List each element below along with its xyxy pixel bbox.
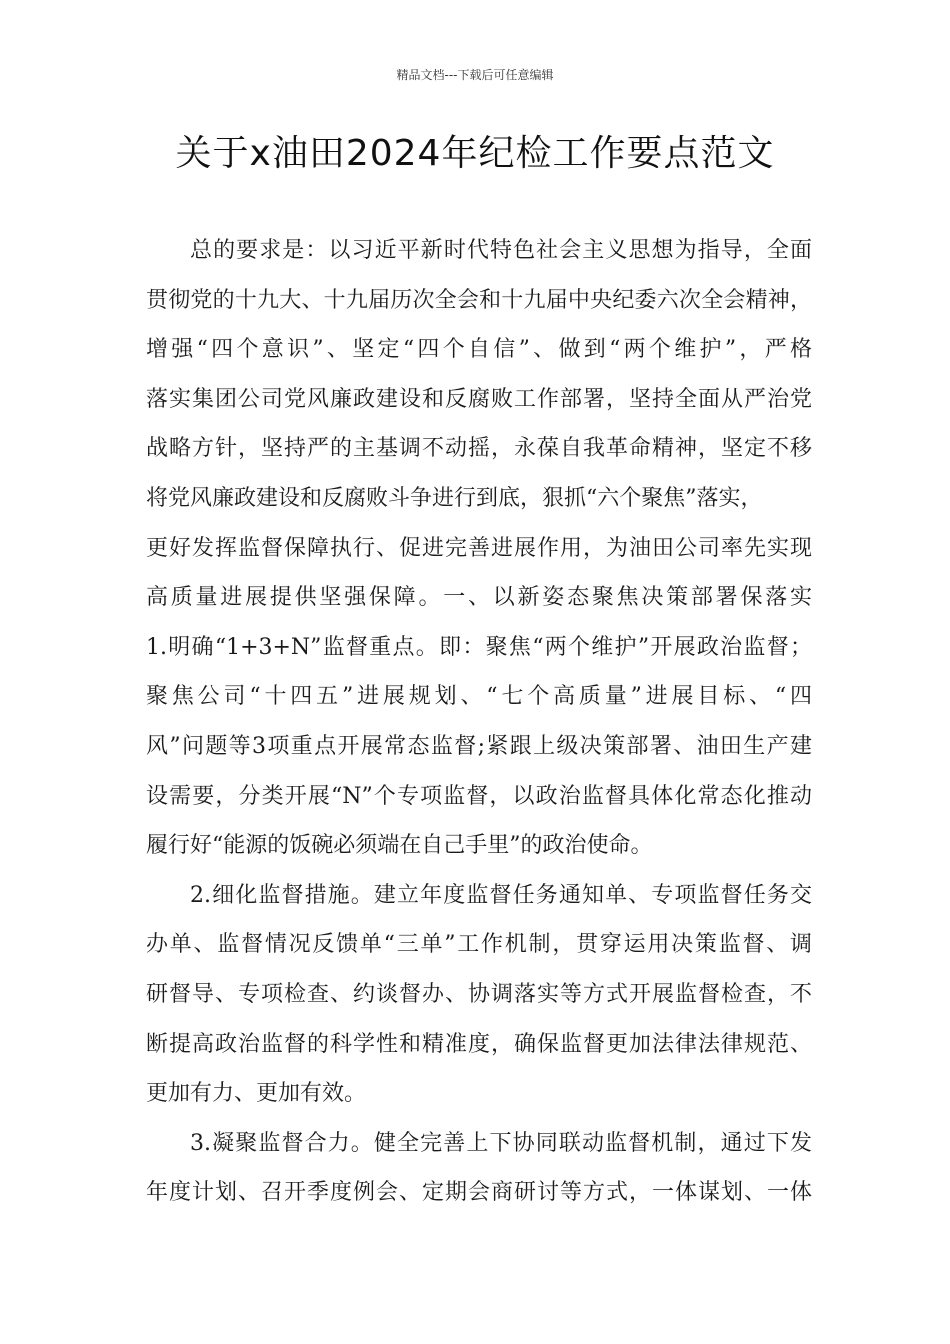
body-line: 设需要，分类开展“N”个专项监督，以政治监督具体化常态化推动 — [146, 783, 812, 809]
document-body — [146, 226, 812, 1218]
body-line: 聚焦公司“十四五”进展规划、“七个高质量”进展目标、“四 — [146, 684, 812, 710]
body-line: 风”问题等3项重点开展常态监督;紧跟上级决策部署、油田生产建 — [146, 733, 812, 759]
body-line: 3.凝聚监督合力。健全完善上下协同联动监督机制，通过下发 — [190, 1130, 812, 1156]
body-line: 贯彻党的十九大、十九届历次全会和十九届中央纪委六次全会精神， — [146, 287, 812, 313]
body-line: 更好发挥监督保障执行、促进完善进展作用，为油田公司率先实现 — [146, 535, 812, 561]
body-line: 更加有力、更加有效。 — [146, 1081, 367, 1107]
body-line: 高质量进展提供坚强保障。一、以新姿态聚焦决策部署保落实 — [146, 585, 812, 611]
body-line: 1.明确“1+3+N”监督重点。即：聚焦“两个维护”开展政治监督； — [146, 634, 812, 660]
body-line: 年度计划、召开季度例会、定期会商研讨等方式，一体谋划、一体 — [146, 1180, 812, 1206]
body-line: 总的要求是：以习近平新时代特色社会主义思想为指导，全面 — [190, 238, 812, 263]
body-line: 履行好“能源的饭碗必须端在自己手里”的政治使命。 — [146, 833, 653, 859]
body-line: 研督导、专项检查、约谈督办、协调落实等方式开展监督检查，不 — [146, 981, 812, 1007]
header-note: 精品文档---下载后可任意编辑 — [396, 68, 554, 82]
body-line: 断提高政治监督的科学性和精准度，确保监督更加法律法律规范、 — [146, 1031, 812, 1057]
body-line: 战略方针，坚持严的主基调不动摇，永葆自我革命精神，坚定不移 — [146, 436, 812, 462]
body-line: 办单、监督情况反馈单“三单”工作机制，贯穿运用决策监督、调 — [146, 932, 812, 958]
body-line: 落实集团公司党风廉政建设和反腐败工作部署，坚持全面从严治党 — [146, 386, 812, 412]
document-title: 关于x油田2024年纪检工作要点范文 — [175, 133, 775, 174]
body-line: 增强“四个意识”、坚定“四个自信”、做到“两个维护”，严格 — [146, 337, 812, 363]
body-line: 2.细化监督措施。建立年度监督任务通知单、专项监督任务交 — [190, 882, 812, 908]
body-line: 将党风廉政建设和反腐败斗争进行到底，狠抓“六个聚焦”落实， — [146, 485, 763, 511]
